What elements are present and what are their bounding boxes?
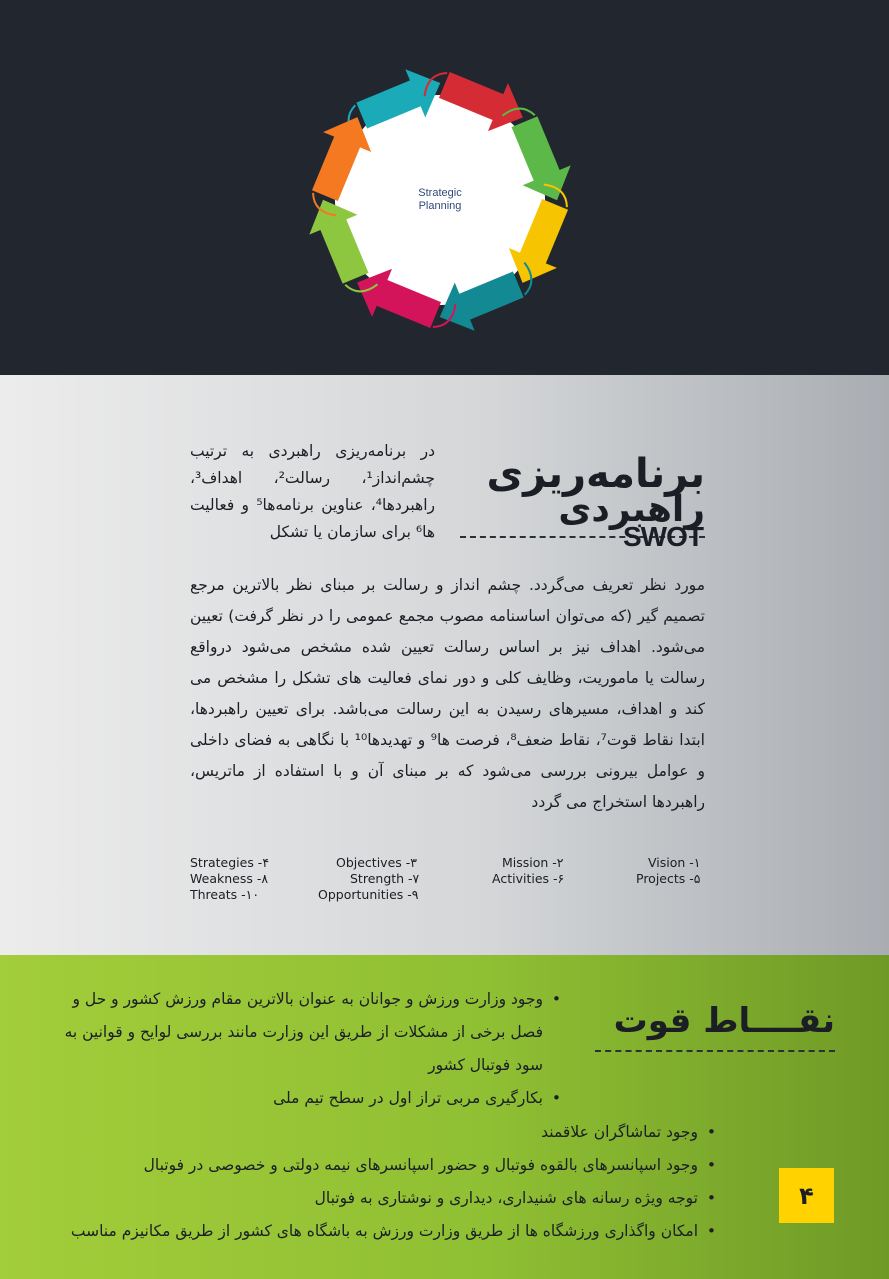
footnote-3: Objectives -۳: [336, 855, 417, 870]
footnote-5: Projects -۵: [636, 871, 701, 886]
section-heading: [455, 452, 705, 562]
logo-text-line2: Planning: [418, 200, 462, 212]
strengths-heading: [590, 998, 835, 1058]
strengths-title: نقــــاط قوت: [613, 1001, 835, 1041]
footnote-1: Vision -۱: [648, 855, 701, 870]
list-item: • امکان واگذاری ورزشگاه ها از طریق وزارت ورزش به باشگاه های کشور از طریق مکانیزم مناسب: [70, 1222, 716, 1240]
list-item: • وجود وزارت ورزش و جوانان به عنوان بالاترین مقام ورزش کشور و حل و فصل برخی از مشکلات از طریق این وزارت مانند بررسی لوایح و قوانین به سود فوتبال کشور: [64, 990, 561, 1074]
header-banner: [0, 0, 889, 375]
intro-paragraph: در برنامه‌ریزی راهبردی به ترتیب چشم‌انداز¹، رسالت²، اهداف³، راهبردها⁴، عناوین برنامه‌ها⁵ و فعالیت ها⁶ برای سازمان یا تشکل: [190, 442, 435, 541]
strategic-planning-cycle-icon: [280, 40, 600, 360]
footnote-8: Weakness -۸: [190, 871, 269, 886]
strengths-list-lower: [50, 1116, 720, 1248]
heading-tag: SWOT: [623, 521, 703, 552]
logo-text-line1: Strategic: [418, 187, 462, 199]
page-number: ۴: [779, 1168, 834, 1223]
list-item: • توجه ویژه رسانه های شنیداری، دیداری و نوشتاری به فوتبال: [314, 1189, 716, 1207]
strengths-divider: [595, 1050, 835, 1052]
heading-line2: راهبردی: [558, 489, 705, 530]
footnote-9: Opportunities -۹: [318, 887, 419, 902]
strengths-list-upper: [55, 983, 565, 1115]
footnote-6: Activities -۶: [492, 871, 565, 886]
footnote-4: Strategies -۴: [190, 855, 270, 870]
footnote-2: Mission -۲: [502, 855, 564, 870]
footnote-7: Strength -۷: [350, 871, 420, 886]
heading-line1: برنامه‌ریزی: [486, 451, 705, 497]
body-paragraph: مورد نظر تعریف می‌گردد. چشم انداز و رسالت بر مبنای نظر بالاترین مرجع تصمیم گیر (که می‌توان اساسنامه مصوب مجمع عمومی را در نظر گرفت) تعیین می‌شود. اهداف نیز بر اساس رسالت تعیین شده مشخص می‌شود درواقع رسالت یا ماموریت، وظایف کلی و دور نمای فعالیت های تشکل را مشخص می کند و اهداف، مسیرهای رسیدن به این رسالت می‌باشد. برای تعیین راهبردها، ابتدا نقاط قوت⁷، نقاط ضعف⁸، فرصت ها⁹ و تهدیدها¹⁰ با نگاهی به فضای داخلی و عوامل بیرونی بررسی می‌شود که بر مبنای آن و با استفاده از ماتریس، راهبردها استخراج می گردد: [190, 576, 705, 811]
list-item: • بکارگیری مربی تراز اول در سطح تیم ملی: [273, 1089, 561, 1107]
list-item: • وجود تماشاگران علاقمند: [541, 1123, 716, 1141]
footnote-10: Threats -۱۰: [190, 887, 260, 902]
list-item: • وجود اسپانسرهای بالقوه فوتبال و حضور اسپانسرهای نیمه دولتی و خصوصی در فوتبال: [143, 1156, 716, 1174]
